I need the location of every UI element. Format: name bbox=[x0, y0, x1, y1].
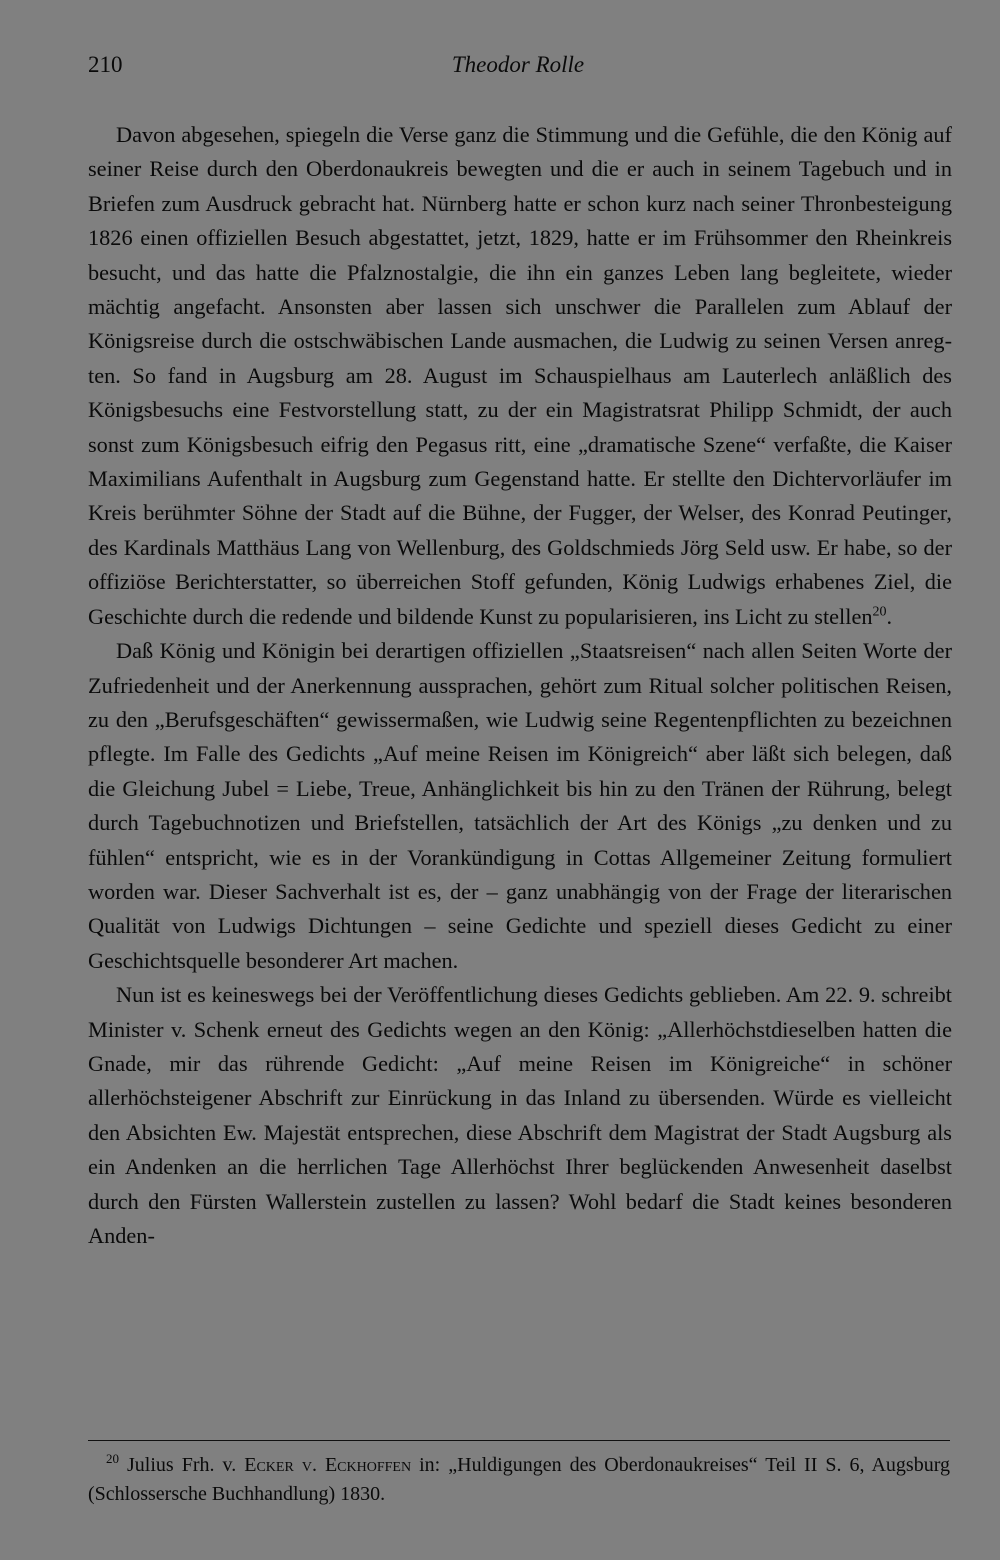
footnote-text-after: in: „Huldigungen des Oberdonaukreises“ Teil II S. 6, Augsburg (Schlossersche Buchhandlung) 1830. bbox=[88, 1454, 950, 1505]
paragraph-2 bbox=[88, 634, 952, 978]
paragraph-2-text: Daß König und Königin bei derartigen offiziellen „Staatsreisen“ nach allen Seiten Worte der Zufriedenheit und der Anerkennung aussprachen, gehört zum Ritual solcher politischen Reisen, zu den „Berufsgeschäften“ gewissermaßen, wie Ludwig seine Regentenpflichten zu bezeichnen pflegte. Im Falle des Gedichts „Auf meine Reisen im Königreich“ aber läßt sich belegen, daß die Gleichung Jubel = Liebe, Treue, Anhänglichkeit bis hin zu den Tränen der Rührung, belegt durch Tagebuchnotizen und Briefstellen, tatsächlich der Art des Königs „zu denken und zu fühlen“ entspricht, wie es in der Vorankündigung in Cottas Allgemeiner Zeitung formuliert worden war. Dieser Sachverhalt ist es, der – ganz unabhängig von der Frage der literarischen Qualität von Ludwigs Dichtungen – seine Gedichte und speziell dieses Gedicht zu einer Geschichtsquelle besonderer Art machen. bbox=[88, 638, 952, 973]
paragraph-1-end: . bbox=[886, 603, 893, 629]
paragraph-3-text: Nun ist es keineswegs bei der Veröffentlichung dieses Gedichts geblieben. Am 22. 9. schreibt Minister v. Schenk erneut des Gedichts wegen an den König: „Allerhöchstdieselben hatten die Gnade, mir das rührende Gedicht: „Auf meine Reisen im Königreiche“ in schöner allerhöchsteigener Abschrift zur Einrückung in das Inland zu übersenden. Würde es vielleicht den Absichten Ew. Majestät entsprechen, diese Abschrift dem Magistrat der Stadt Augsburg als ein Andenken an die herrlichen Tage Allerhöchst Ihrer beglückenden Anwesenheit daselbst durch den Fürsten Wallerstein zustellen zu lassen? Wohl bedarf die Stadt keines besonderen Anden- bbox=[88, 982, 952, 1248]
page-number: 210 bbox=[88, 52, 123, 77]
footnote-author: Ecker v. Eckhoffen bbox=[244, 1454, 412, 1476]
footnote-separator bbox=[88, 1440, 950, 1441]
paragraph-1-text: Davon abgesehen, spiegeln die Verse ganz die Stimmung und die Gefühle, die den König auf seiner Reise durch den Oberdonaukreis bewegten und die er auch in seinem Tagebuch und in Briefen zum Ausdruck gebracht hat. Nürnberg hatte er schon kurz nach seiner Thronbesteigung 1826 einen offiziellen Besuch abgestattet, jetzt, 1829, hatte er im Frühsommer den Rheinkreis besucht, und das hatte die Pfalznostalgie, die ihn ein ganzes Leben lang begleitete, wieder mächtig angefacht. Ansonsten aber lassen sich unschwer die Parallelen zum Ablauf der Königsreise durch die ostschwäbischen Lande ausmachen, die Ludwig zu seinen Versen anregten. So fand in Augsburg am 28. August im Schauspielhaus am Lauterlech anläßlich des Königsbesuchs eine Festvorstellung statt, zu der ein Magistratsrat Philipp Schmidt, der auch sonst zum Königsbesuch eifrig den Pegasus ritt, eine „dramatische Szene“ verfaßte, die Kaiser Maximilians Aufenthalt in Augsburg zum Gegenstand hatte. Er stellte den Dichtervorläufer im Kreis berühmter Söhne der Stadt auf die Bühne, der Fugger, der Welser, des Konrad Peutinger, des Kardinals Matthäus Lang von Wellenburg, des Goldschmieds Jörg Seld usw. Er habe, so der offiziöse Berichterstatter, so überreichen Stoff gefunden, König Ludwigs erhabenes Ziel, die Geschichte durch die redende und bildende Kunst zu popularisieren, ins Licht zu stellen bbox=[88, 122, 952, 629]
running-head: Theodor Rolle bbox=[451, 52, 585, 77]
footnote-reference[interactable]: 20 bbox=[872, 604, 887, 620]
paragraph-1 bbox=[88, 118, 952, 634]
paragraph-3 bbox=[88, 978, 952, 1253]
body-text bbox=[88, 118, 952, 1253]
footnote: 20 Julius Frh. v. Ecker v. Eckhoffen in: „Huldigungen des Oberdonaukreises“ Teil II S. 6, Augsburg (Schlossersche Buchhandlung) 1830. bbox=[88, 1451, 950, 1505]
page-header bbox=[88, 52, 948, 84]
footnote-text-before: Julius Frh. v. bbox=[127, 1454, 245, 1476]
